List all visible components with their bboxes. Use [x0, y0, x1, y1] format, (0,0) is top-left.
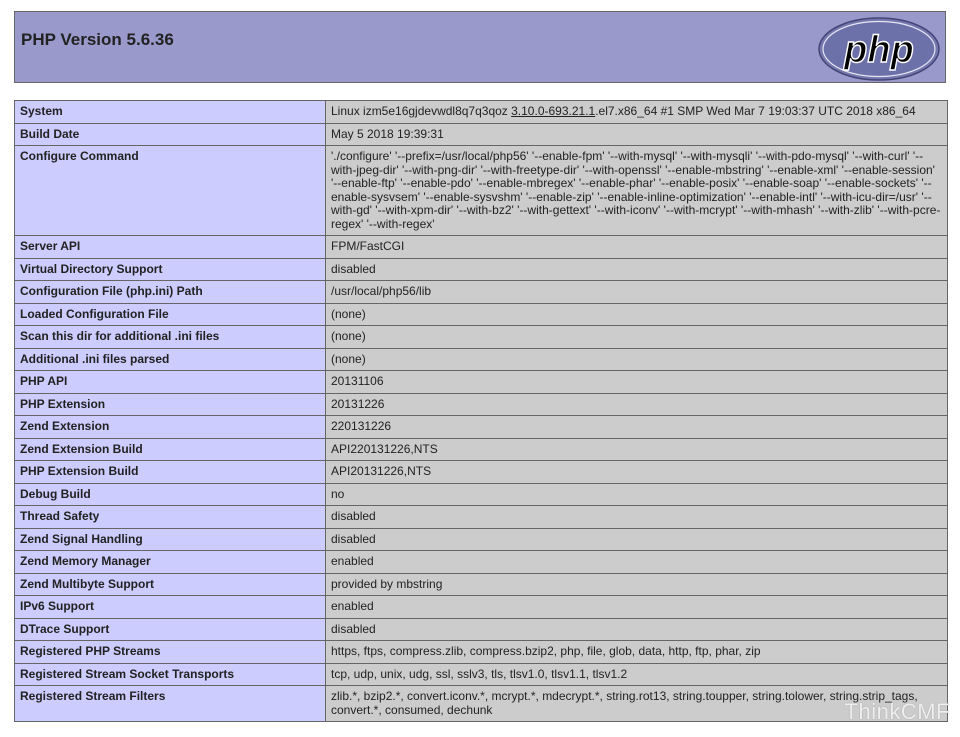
info-row-label: Server API — [15, 236, 326, 259]
info-row-value: './configure' '--prefix=/usr/local/php56' '--enable-fpm' '--with-mysql' '--with-mysqli' '--with-pdo-mysql' '--with-curl' '--with-jpeg-dir' '--with-png-dir' '--with-freetype-dir' '--with-openssl' '--enable-mbstring' '--enable-xml' '--enable-session' '--enable-ftp' '--enable-pdo' '--enable-mbregex' '--enable-phar' '--enable-posix' '--enable-soap' '--enable-sockets' '--enable-sysvsem' '--enable-sysvshm' '--enable-zip' '--enable-inline-optimization' '--enable-intl' '--with-icu-dir=/usr' '--with-gd' '--with-xpm-dir' '--with-bz2' '--with-gettext' '--with-iconv' '--with-mcrypt' '--with-mhash' '--with-zlib' '--with-pcre-regex' '--with-regex' — [326, 146, 948, 236]
info-row-label: DTrace Support — [15, 618, 326, 641]
php-logo-icon[interactable] — [817, 16, 941, 82]
info-row-value: enabled — [326, 596, 948, 619]
info-row — [15, 123, 948, 146]
info-row — [15, 258, 948, 281]
page-title: PHP Version 5.6.36 — [21, 30, 174, 49]
info-row-label: Configuration File (php.ini) Path — [15, 281, 326, 304]
info-row-value: https, ftps, compress.zlib, compress.bzip2, php, file, glob, data, http, ftp, phar, zip — [326, 641, 948, 664]
info-row-label: Configure Command — [15, 146, 326, 236]
info-row-value — [326, 101, 948, 124]
info-row-value: zlib.*, bzip2.*, convert.iconv.*, mcrypt.*, mdecrypt.*, string.rot13, string.toupper, string.tolower, string.strip_tags, convert.*, consumed, dechunk — [326, 686, 948, 722]
info-row — [15, 596, 948, 619]
info-row-value: 20131226 — [326, 393, 948, 416]
info-row-value: (none) — [326, 303, 948, 326]
info-row — [15, 663, 948, 686]
info-row-label: Scan this dir for additional .ini files — [15, 326, 326, 349]
info-row-value: API20131226,NTS — [326, 461, 948, 484]
info-row-label: Build Date — [15, 123, 326, 146]
info-row — [15, 281, 948, 304]
info-row — [15, 236, 948, 259]
php-info-table — [14, 100, 948, 722]
info-row-label: PHP Extension — [15, 393, 326, 416]
system-value-suffix: .el7.x86_64 #1 SMP Wed Mar 7 19:03:37 UTC 2018 x86_64 — [595, 104, 916, 118]
info-row-label: Virtual Directory Support — [15, 258, 326, 281]
info-row — [15, 303, 948, 326]
info-row-label: Additional .ini files parsed — [15, 348, 326, 371]
info-row — [15, 506, 948, 529]
info-row — [15, 348, 948, 371]
info-row-label: Debug Build — [15, 483, 326, 506]
info-row — [15, 461, 948, 484]
php-version-header — [14, 11, 946, 83]
kernel-version-link[interactable]: 3.10.0-693.21.1 — [511, 104, 596, 118]
watermark-text: ThinkCMF — [844, 699, 950, 724]
info-row — [15, 416, 948, 439]
info-row-label: Thread Safety — [15, 506, 326, 529]
info-row-label: Registered Stream Socket Transports — [15, 663, 326, 686]
info-row-value: enabled — [326, 551, 948, 574]
info-row — [15, 371, 948, 394]
info-row — [15, 618, 948, 641]
info-row-value: /usr/local/php56/lib — [326, 281, 948, 304]
info-row — [15, 326, 948, 349]
info-row-value: provided by mbstring — [326, 573, 948, 596]
info-row-label: Zend Memory Manager — [15, 551, 326, 574]
info-row-label: Zend Extension — [15, 416, 326, 439]
info-row-value: May 5 2018 19:39:31 — [326, 123, 948, 146]
info-row — [15, 101, 948, 124]
info-row — [15, 641, 948, 664]
info-row-value: FPM/FastCGI — [326, 236, 948, 259]
info-row-label: PHP API — [15, 371, 326, 394]
info-row-value: no — [326, 483, 948, 506]
info-row-label: Zend Signal Handling — [15, 528, 326, 551]
info-row-value: 20131106 — [326, 371, 948, 394]
info-row-value: 220131226 — [326, 416, 948, 439]
info-row-value: disabled — [326, 618, 948, 641]
info-row — [15, 393, 948, 416]
info-row — [15, 551, 948, 574]
php-logo-text: php — [844, 29, 914, 71]
info-row-value: disabled — [326, 528, 948, 551]
info-row — [15, 483, 948, 506]
info-row — [15, 146, 948, 236]
info-row — [15, 438, 948, 461]
info-row-label: Zend Extension Build — [15, 438, 326, 461]
info-row-value: (none) — [326, 348, 948, 371]
info-row — [15, 528, 948, 551]
info-row-value: tcp, udp, unix, udg, ssl, sslv3, tls, tlsv1.0, tlsv1.1, tlsv1.2 — [326, 663, 948, 686]
system-value-prefix: Linux izm5e16gjdevwdl8q7q3qoz — [331, 104, 512, 118]
info-row-value: disabled — [326, 506, 948, 529]
info-row — [15, 686, 948, 722]
info-row-label: Registered Stream Filters — [15, 686, 326, 722]
info-row-value: (none) — [326, 326, 948, 349]
info-row-label: Zend Multibyte Support — [15, 573, 326, 596]
info-row-label: PHP Extension Build — [15, 461, 326, 484]
info-row-label: System — [15, 101, 326, 124]
info-row-label: IPv6 Support — [15, 596, 326, 619]
info-row — [15, 573, 948, 596]
info-row-value: API220131226,NTS — [326, 438, 948, 461]
info-row-label: Registered PHP Streams — [15, 641, 326, 664]
info-row-value: disabled — [326, 258, 948, 281]
info-row-label: Loaded Configuration File — [15, 303, 326, 326]
